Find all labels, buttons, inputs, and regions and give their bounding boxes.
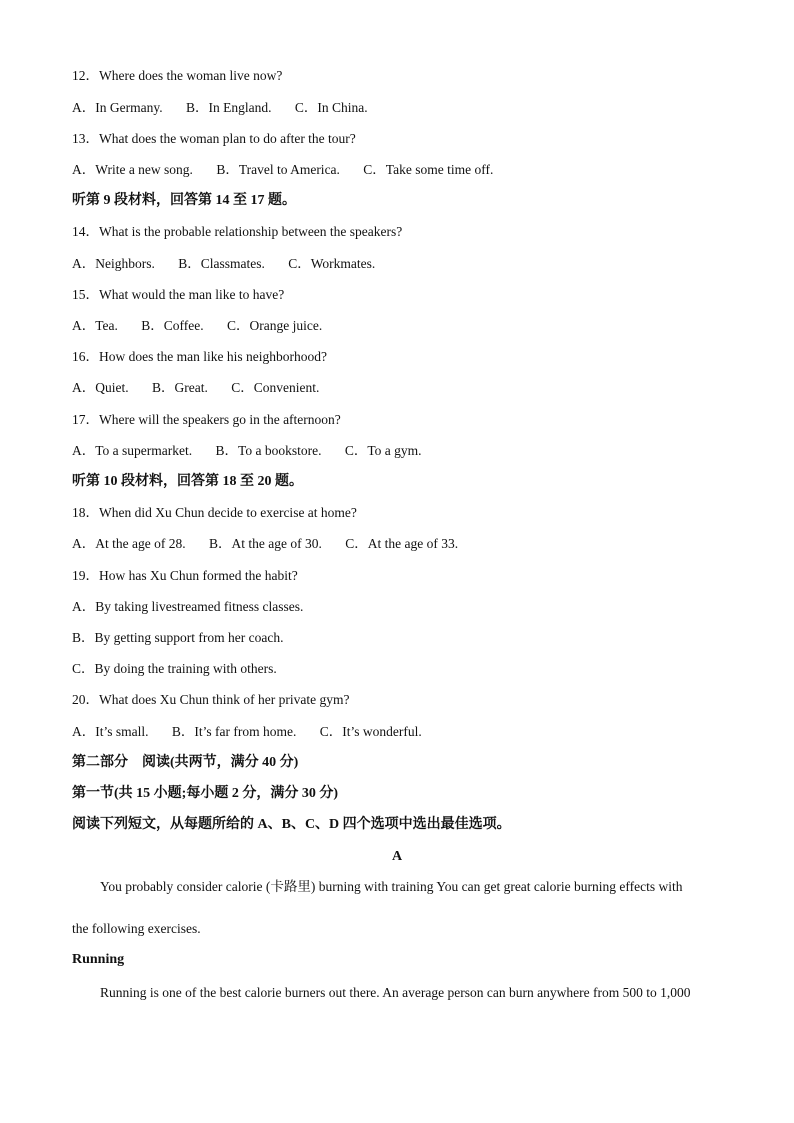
question-17-stem: 17．Where will the speakers go in the afternoon? (72, 412, 341, 427)
question-19-stem: 19．How has Xu Chun formed the habit? (72, 568, 298, 583)
question-13-options (72, 161, 732, 179)
question-19-option-a: A．By taking livestreamed fitness classes. (72, 599, 304, 614)
option-c: C．Convenient. (231, 380, 320, 395)
reading-instruction: 阅读下列短文，从每题所给的 A、B、C、D 四个选项中选出最佳选项。 (72, 817, 511, 832)
passage-intro-line-1: You probably consider calorie (卡路里) burning with training You can get great calorie burning effects with (100, 879, 683, 894)
question-19-option-b: B．By getting support from her coach. (72, 630, 284, 645)
passage-label: A (391, 849, 403, 864)
option-a: A．Write a new song. (72, 162, 193, 177)
option-c: C．Workmates. (288, 256, 376, 271)
part-2-section-1-heading: 第一节(共 15 小题;每小题 2 分，满分 30 分) (72, 786, 338, 801)
part-2-heading: 第二部分 阅读(共两节，满分 40 分) (72, 755, 299, 770)
option-b: B．It’s far from home. (171, 724, 297, 739)
question-16-stem: 16．How does the man like his neighborhood? (72, 349, 327, 364)
question-20-options (72, 723, 732, 741)
question-12-stem: 12．Where does the woman live now? (72, 68, 283, 83)
question-13-stem: 13．What does the woman plan to do after the tour? (72, 131, 356, 146)
question-15-stem: 15．What would the man like to have? (72, 287, 285, 302)
option-a: A．Quiet. (72, 380, 129, 395)
passage-running-line-1: Running is one of the best calorie burners out there. An average person can burn anywhere from 500 to 1,000 (100, 985, 691, 1000)
option-b: B．Coffee. (141, 318, 204, 333)
option-c: C．Take some time off. (363, 162, 494, 177)
option-a: A．Neighbors. (72, 256, 155, 271)
section-10-heading: 听第 10 段材料，回答第 18 至 20 题。 (72, 474, 303, 489)
option-c: C．In China. (294, 100, 368, 115)
question-19-option-c: C．By doing the training with others. (72, 661, 277, 676)
question-20-stem: 20．What does Xu Chun think of her private gym? (72, 692, 350, 707)
option-a: A．Tea. (72, 318, 118, 333)
option-b: B．Travel to America. (216, 162, 340, 177)
question-14-options (72, 255, 732, 273)
question-15-options (72, 317, 732, 335)
section-9-heading: 听第 9 段材料，回答第 14 至 17 题。 (72, 193, 296, 208)
option-b: B．In England. (185, 100, 272, 115)
option-a: A．At the age of 28. (72, 536, 186, 551)
option-b: B．At the age of 30. (208, 536, 322, 551)
option-c: C．Orange juice. (227, 318, 323, 333)
question-18-stem: 18．When did Xu Chun decide to exercise at home? (72, 505, 357, 520)
option-b: B．Classmates. (178, 256, 265, 271)
question-14-stem: 14．What is the probable relationship between the speakers? (72, 224, 403, 239)
passage-intro-line-2: the following exercises. (72, 921, 201, 936)
option-c: C．To a gym. (344, 443, 422, 458)
question-12-options (72, 99, 732, 117)
option-c: C．At the age of 33. (345, 536, 459, 551)
question-17-options (72, 442, 732, 460)
option-c: C．It’s wonderful. (319, 724, 422, 739)
option-a: A．It’s small. (72, 724, 149, 739)
option-a: A．To a supermarket. (72, 443, 193, 458)
option-b: B．To a bookstore. (215, 443, 322, 458)
option-b: B．Great. (152, 380, 208, 395)
question-18-options (72, 535, 732, 553)
option-a: A．In Germany. (72, 100, 163, 115)
passage-subheading: Running (72, 952, 125, 967)
question-16-options (72, 379, 732, 397)
